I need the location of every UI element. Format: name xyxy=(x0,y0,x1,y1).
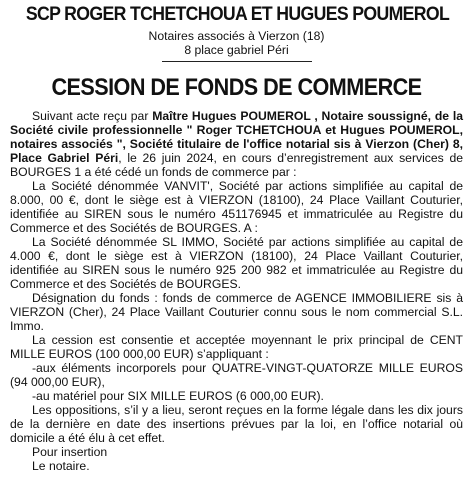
closing-signature: Le notaire. xyxy=(32,459,90,473)
notary-firm-address: 8 place gabriel Péri xyxy=(184,43,289,57)
notice-body xyxy=(10,109,463,473)
notary-firm-title: SCP ROGER TCHETCHOUA ET HUGUES POUMEROL xyxy=(25,4,450,25)
closing-for-insertion: Pour insertion xyxy=(32,445,108,459)
intro-paragraph: Suivant acte reçu par Maître Hugues POUMEROL , Notaire soussigné, de la Société civile professionnelle " Roger TCHETCHOUA et Hugues POUMEROL, notaires associés ", Société titulaire de l'office notarial sis à Vierzon (Cher) 8, Place Gabriel Péri, le 26 juin 2024, en cours d’enregistrement aux services de BOURGES 1 a été cédé un fonds de commerce par : xyxy=(10,109,464,179)
business-designation-paragraph: Désignation du fonds : fonds de commerce de AGENCE IMMOBILIERE sis à VIERZON (Cher), 24 Place Vaillant Couturier connu sous le nom commercial S.L. Immo. xyxy=(10,291,463,333)
price-paragraph: La cession est consentie et acceptée moyennant le prix principal de CENT MILLE EUROS (100 000,00 EUR) s’appliquant : xyxy=(10,333,463,361)
notice-title: CESSION DE FONDS DE COMMERCE xyxy=(51,74,422,101)
header-divider xyxy=(162,61,312,62)
notary-firm-subtitle: Notaires associés à Vierzon (18) xyxy=(148,29,325,43)
buyer-paragraph: La Société dénommée SL IMMO, Société par actions simplifiée au capital de 4.000 €, dont le siège est à VIERZON (18100), 24 Place Vaillant Couturier, identifiée au SIREN sous le numéro 925 200 982 et immatriculée au Registre du Commerce et des Sociétés de BOURGES. xyxy=(10,235,463,291)
seller-paragraph: La Société dénommée VANVIT', Société par actions simplifiée au capital de 8.000, 00 €, dont le siège est à VIERZON (18100), 24 Place Vaillant Couturier, identifiée au SIREN sous le numéro 451176945 et immatriculée au Registre du Commerce et des Sociétés de BOURGES. A : xyxy=(10,179,463,235)
equipment-paragraph: -au matériel pour SIX MILLE EUROS (6 000,00 EUR). xyxy=(32,389,324,403)
oppositions-paragraph: Les oppositions, s’il y a lieu, seront reçues en la forme légale dans les dix jours de la dernière en date des insertions prévues par la loi, en l’office notarial où domicile a été élu à cet effet. xyxy=(10,403,463,445)
intangible-assets-paragraph: -aux éléments incorporels pour QUATRE-VINGT-QUATORZE MILLE EUROS (94 000,00 EUR), xyxy=(10,361,463,389)
